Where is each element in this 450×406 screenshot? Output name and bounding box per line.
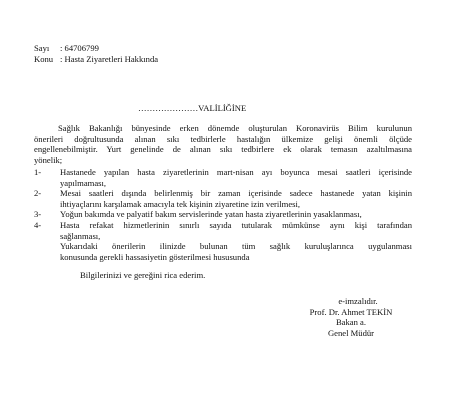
signatory-role: Bakan a. (335, 317, 367, 328)
item-number: 1- (34, 167, 42, 177)
item-line: Hastanede yapılan hasta ziyaretlerinin mart-nisan ayı boyunca mesai saatleri içerisinde (60, 167, 412, 177)
intro-line: Sağlık Bakanlığı bünyesinde erken dönemde oluşturulan Koronavirüs Bilim kurulunun (58, 123, 412, 133)
item-number: 3- (34, 209, 42, 220)
signatory-name: Prof. Dr. Ahmet TEKİN (309, 306, 393, 317)
closing-sentence: Bilgilerinizi ve gereğini rica ederim. (80, 270, 206, 280)
intro-line: yönelik; (34, 154, 63, 165)
list-item (34, 209, 412, 220)
item-line: Hasta refakat hizmetlerinin sınırlı sayıda tutularak mümkünse aynı kişi tarafından (60, 219, 412, 230)
intro-line: engellenebilmiştir. Yurt genelinde de alınan sıkı tedbirlere ek olarak temasın azaltılmasına (34, 144, 412, 155)
signatory-title: Genel Müdür (327, 327, 375, 338)
addressee-heading: …………………VALİLİĞİNE (138, 103, 247, 113)
item-line: yapılmaması, (60, 177, 107, 188)
e-sign-note: e-imzalıdır. (338, 296, 378, 306)
item-line: Yoğun bakımda ve palyatif bakım servislerinde yatan hasta ziyaretlerinin yasaklanması, (60, 209, 362, 220)
konu-value: : Hasta Ziyaretleri Hakkında (60, 54, 159, 64)
item-line: sağlanması, (60, 230, 101, 241)
konu-row (34, 54, 158, 65)
intro-line: önerileri doğrultusunda alınan sıkı tedbirlerle hastalığın ülkemize gelişi önemli ölçüde (34, 133, 412, 144)
list-item (34, 220, 412, 241)
konu-label: Konu (34, 54, 54, 64)
followup-line: konusunda gerekli hassasiyetin gösterilmesi hususunda (60, 251, 250, 262)
sayi-label: Sayı (34, 43, 50, 53)
item-number: 4- (34, 219, 42, 230)
signature-block (286, 296, 416, 338)
item-line: ihtiyaçlarını karşılamak amacıyla tek kişinin ziyaretine izin verilmesi, (60, 198, 301, 209)
followup-paragraph (60, 241, 412, 262)
followup-line: Yukarıdaki önerilerin ilinizde bulunan tüm sağlık kuruluşlarınca uygulanması (60, 241, 412, 251)
list-item (34, 188, 412, 209)
measures-list (34, 167, 412, 241)
list-item (34, 167, 412, 188)
sayi-value: : 64706799 (60, 43, 99, 53)
sayi-row (34, 43, 99, 54)
item-number: 2- (34, 188, 42, 199)
intro-paragraph (34, 123, 412, 165)
item-line: Mesai saatleri dışında belirlenmiş bir zaman içerisinde sadece hastanede yatan kişinin (60, 188, 412, 199)
